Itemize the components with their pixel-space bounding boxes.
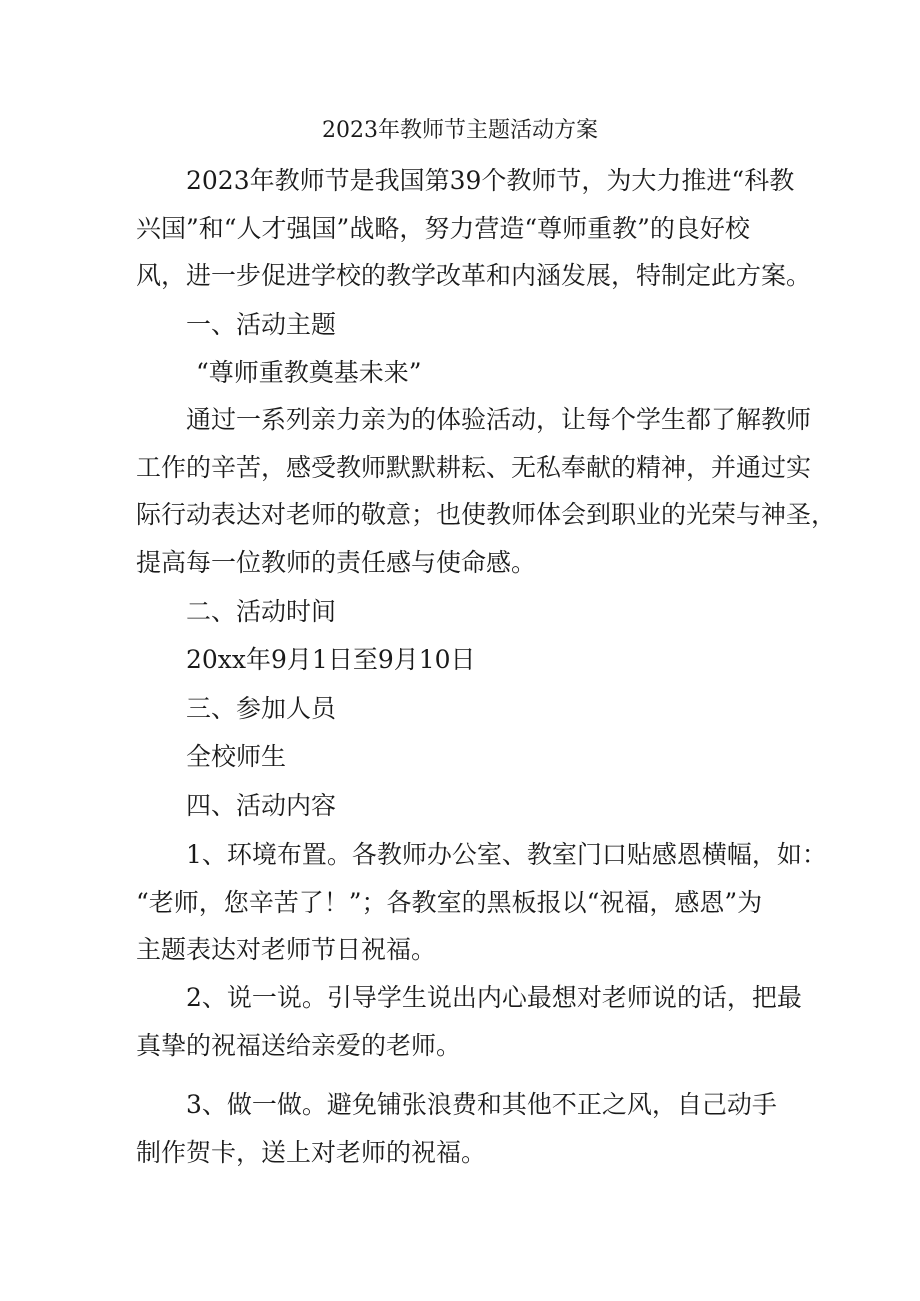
- item-3-line-2: 制作贺卡，送上对老师的祝福。: [136, 1137, 487, 1167]
- section-3-body: 全校师生: [186, 741, 287, 771]
- section-2-body: 20xx年9月1日至9月10日: [186, 644, 476, 674]
- document-title: 2023年教师节主题活动方案: [322, 118, 598, 143]
- section-3: [136, 685, 816, 780]
- intro-line-1: 2023年教师节是我国第39个教师节，为大力推进“科教: [186, 166, 795, 195]
- section-1-body-line-2: 工作的辛苦，感受教师默默耕耘、无私奉献的精神，并通过实: [136, 452, 812, 482]
- section-4-item-3: [136, 1081, 816, 1176]
- intro-line-3: 风，进一步促进学校的教学改革和内涵发展，特制定此方案。: [136, 261, 812, 290]
- section-4-item-1: [136, 831, 827, 974]
- section-1-body-line-3: 际行动表达对老师的敬意；也使教师体会到职业的光荣与神圣，: [136, 500, 837, 529]
- item-1-line-3: 主题表达对老师节日祝福。: [136, 935, 437, 964]
- section-1-heading: 一、活动主题: [186, 310, 337, 339]
- item-2-line-1: 2、说一说。引导学生说出内心最想对老师说的话，把最: [186, 983, 802, 1012]
- intro-line-2: 兴国”和“人才强国”战略，努力营造“尊师重教”的良好校: [136, 213, 750, 243]
- section-1-body-line-1: 通过一系列亲力亲为的体验活动，让每个学生都了解教师: [186, 405, 812, 434]
- section-1-body-line-4: 提高每一位教师的责任感与使命感。: [136, 547, 537, 577]
- section-4-item-2: [136, 974, 816, 1069]
- section-2-heading: 二、活动时间: [186, 597, 337, 626]
- section-4-heading: 四、活动内容: [186, 791, 337, 820]
- intro-paragraph: [136, 157, 816, 300]
- section-3-heading: 三、参加人员: [186, 694, 337, 723]
- item-1-line-2: “老师，您辛苦了！”；各教室的黑板报以“祝福，感恩”为: [136, 887, 763, 917]
- section-1-theme: “尊师重教奠基未来”: [196, 357, 422, 387]
- item-3-line-1: 3、做一做。避免铺张浪费和其他不正之风，自己动手: [186, 1090, 777, 1119]
- section-1-body: [136, 396, 837, 586]
- section-1: [136, 301, 816, 396]
- item-2-line-2: 真挚的祝福送给亲爱的老师。: [136, 1030, 462, 1060]
- section-2: [136, 588, 816, 683]
- section-4: [136, 782, 816, 830]
- item-1-line-1: 1、环境布置。各教师办公室、教室门口贴感恩横幅，如：: [186, 840, 827, 869]
